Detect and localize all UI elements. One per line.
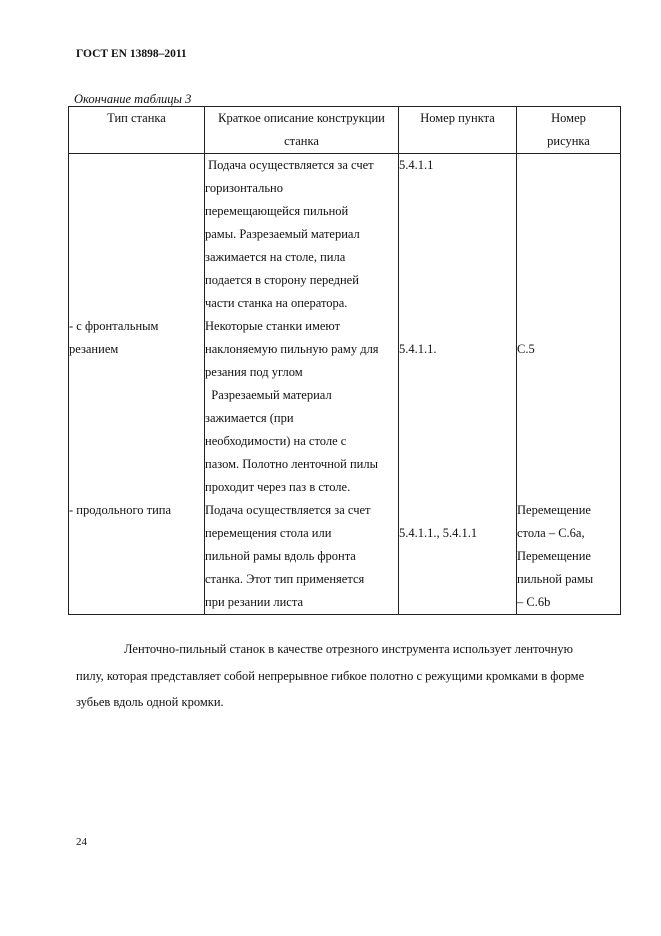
- table-row: [69, 154, 621, 615]
- header-clause: Номер пункта: [399, 107, 517, 154]
- type-long: - продольного типа: [69, 503, 172, 517]
- table-header-row: [69, 107, 621, 154]
- description-cell: Подача осуществляется за счет горизонтально перемещающейся пильной рамы. Разрезаемый материал зажимается на столе, пила подается в сторону передней части станка на оператора. Некоторые станки имеют наклоняемую пильную раму для резания под углом Разрезаемый материал зажимается (при необходимости) на столе с пазом. Полотно ленточной пилы проходит через паз в столе. Подача осуществляется за счет перемещения стола или пильной рамы вдоль фронта станка. Этот тип применяется при резании листа: [205, 154, 399, 615]
- type-front-line1: - с фронтальным: [69, 319, 159, 333]
- type-cell: [69, 154, 205, 615]
- machine-types-table: [68, 106, 621, 615]
- type-front-line2: резанием: [69, 342, 119, 356]
- clause-front: 5.4.1.1.: [399, 342, 437, 356]
- header-description: Краткое описание конструкции станка: [205, 107, 399, 154]
- clause-cell: [399, 154, 517, 615]
- header-figure: Номер рисунка: [517, 107, 621, 154]
- header-type: Тип станка: [69, 107, 205, 154]
- figure-cell: С.5 Перемещение стола – С.6a, Перемещение пильной рамы – С.6b: [517, 154, 621, 615]
- document-header: ГОСТ EN 13898–2011: [76, 48, 187, 60]
- clause-long: 5.4.1.1., 5.4.1.1: [399, 526, 478, 540]
- figure-front: С.5: [517, 342, 535, 356]
- page-number: 24: [76, 836, 87, 848]
- body-paragraph: Ленточно-пильный станок в качестве отрезного инструмента использует ленточную пилу, которая представляет собой непрерывное гибкое полотно с режущими кромками в форме зубьев вдоль одной кромки.: [76, 642, 585, 709]
- table-caption: Окончание таблицы 3: [74, 92, 192, 106]
- clause-front-top: 5.4.1.1: [399, 158, 434, 172]
